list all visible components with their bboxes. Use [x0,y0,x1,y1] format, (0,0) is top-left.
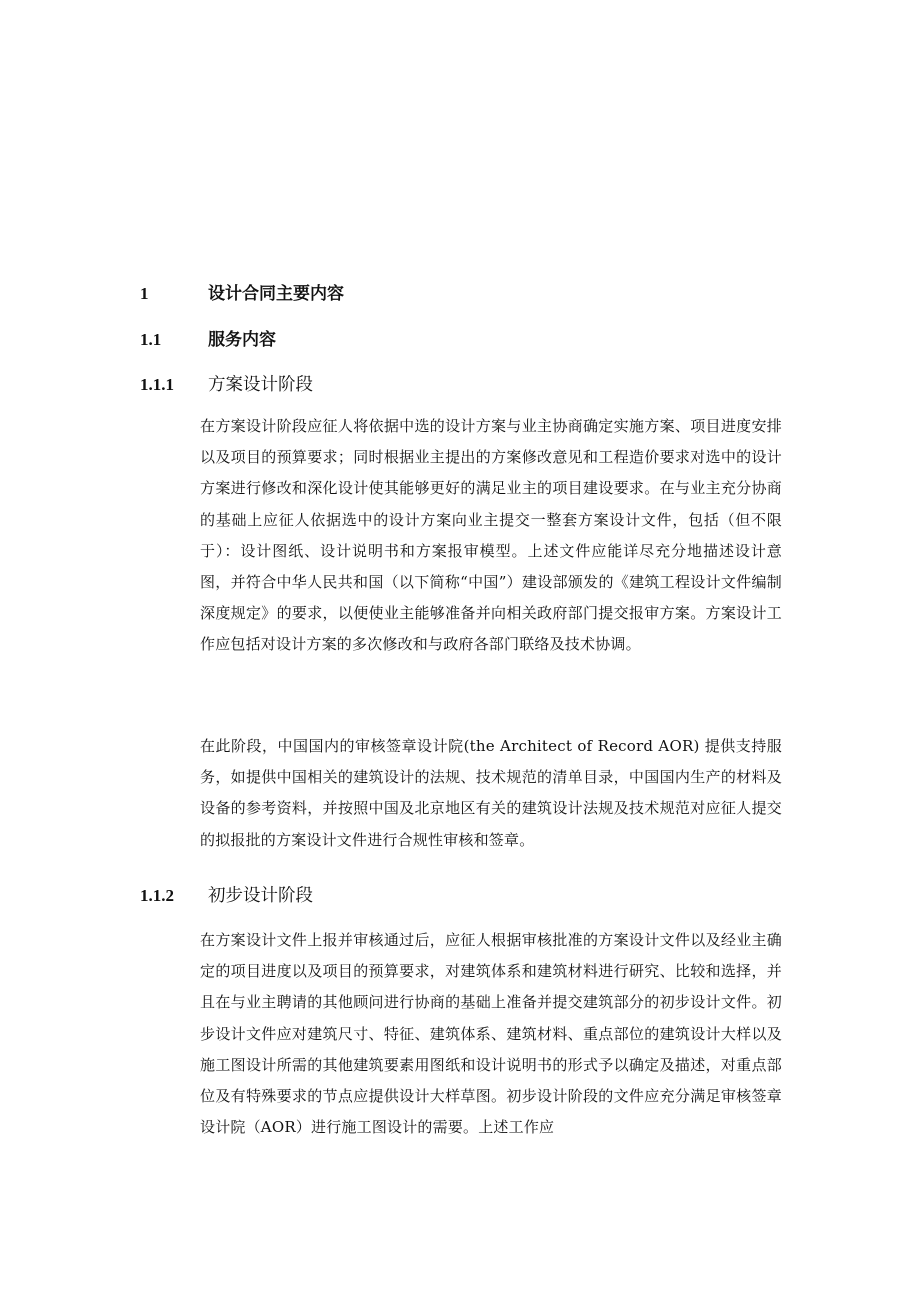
paragraph-scheme-design: 在方案设计阶段应征人将依据中选的设计方案与业主协商确定实施方案、项目进度安排以及项目的预算要求；同时根据业主提出的方案修改意见和工程造价要求对选中的设计方案进行修改和深化设计使其能够更好的满足业主的项目建设要求。在与业主充分协商的基础上应征人依据选中的设计方案向业主提交一整套方案设计文件，包括（但不限于）：设计图纸、设计说明书和方案报审模型。上述文件应能详尽充分地描述设计意图，并符合中华人民共和国（以下简称“中国”）建设部颁发的《建筑工程设计文件编制深度规定》的要求，以便使业主能够准备并向相关政府部门提交报审方案。方案设计工作应包括对设计方案的多次修改和与政府各部门联络及技术协调。 [200,417,782,654]
section-title: 方案设计阶段 [208,375,313,395]
section-heading-1-1 [140,325,276,350]
section-title: 初步设计阶段 [208,886,313,906]
section-heading-1-1-2 [140,882,313,907]
section-number: 1.1.2 [140,886,174,905]
section-number: 1.1.1 [140,375,174,394]
section-title: 服务内容 [208,330,276,350]
section-title: 设计合同主要内容 [208,284,344,304]
section-heading-1-1-1 [140,371,313,396]
paragraph-aor-support: 在此阶段，中国国内的审核签章设计院(the Architect of Record AOR) 提供支持服务，如提供中国相关的建筑设计的法规、技术规范的清单目录，中国国内生产的材料及设备的参考资料，并按照中国及北京地区有关的建筑设计法规及技术规范对应征人提交的拟报批的方案设计文件进行合规性审核和签章。 [200,737,782,849]
paragraph-preliminary-design: 在方案设计文件上报并审核通过后，应征人根据审核批准的方案设计文件以及经业主确定的项目进度以及项目的预算要求，对建筑体系和建筑材料进行研究、比较和选择，并且在与业主聘请的其他顾问进行协商的基础上准备并提交建筑部分的初步设计文件。初步设计文件应对建筑尺寸、特征、建筑体系、建筑材料、重点部位的建筑设计大样以及施工图设计所需的其他建筑要素用图纸和设计说明书的形式予以确定及描述，对重点部位及有特殊要求的节点应提供设计大样草图。初步设计阶段的文件应充分满足审核签章设计院（AOR）进行施工图设计的需要。上述工作应 [200,931,782,1137]
section-heading-1 [140,279,344,304]
section-number: 1.1 [140,330,162,349]
section-number: 1 [140,284,149,303]
